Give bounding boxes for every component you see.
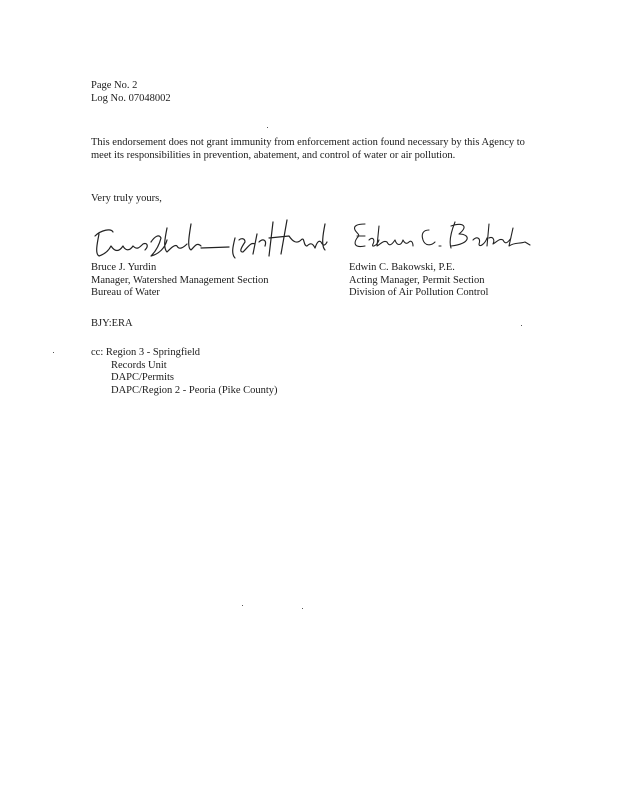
scan-speck bbox=[302, 608, 303, 609]
letter-header bbox=[91, 80, 171, 105]
closing-salutation: Very truly yours, bbox=[91, 193, 162, 204]
left-signer-bureau: Bureau of Water bbox=[91, 287, 160, 299]
right-signature-image bbox=[347, 218, 532, 256]
left-signer-title: Manager, Watershed Management Section bbox=[91, 274, 269, 286]
scan-speck bbox=[521, 325, 522, 326]
right-signer-name: Edwin C. Bakowski, P.E. bbox=[349, 262, 455, 273]
cc-first-recipient: cc: Region 3 - Springfield bbox=[91, 347, 201, 358]
cc-recipient: Records Unit bbox=[111, 359, 167, 371]
log-number: Log No. 07048002 bbox=[91, 92, 171, 104]
reference-initials: BJY:ERA bbox=[91, 318, 133, 329]
right-signer-block bbox=[349, 262, 488, 300]
scan-speck bbox=[53, 352, 54, 353]
left-signer-name: Bruce J. Yurdin bbox=[91, 262, 157, 273]
scan-speck bbox=[242, 605, 243, 606]
cc-list bbox=[91, 347, 278, 397]
right-signer-title: Acting Manager, Permit Section bbox=[349, 274, 485, 286]
right-signer-division: Division of Air Pollution Control bbox=[349, 287, 489, 299]
body-paragraph: This endorsement does not grant immunity from enforcement action found necessary by this Agency to meet its responsibilities in prevention, abatement, and control of water or air pollution. bbox=[91, 137, 525, 161]
left-signature-image bbox=[89, 212, 334, 264]
left-signer-block bbox=[91, 262, 269, 300]
scan-speck bbox=[267, 127, 268, 128]
cc-recipient: DAPC/Permits bbox=[111, 372, 175, 384]
page-number: Page No. 2 bbox=[91, 80, 138, 91]
cc-recipient: DAPC/Region 2 - Peoria (Pike County) bbox=[111, 384, 278, 396]
